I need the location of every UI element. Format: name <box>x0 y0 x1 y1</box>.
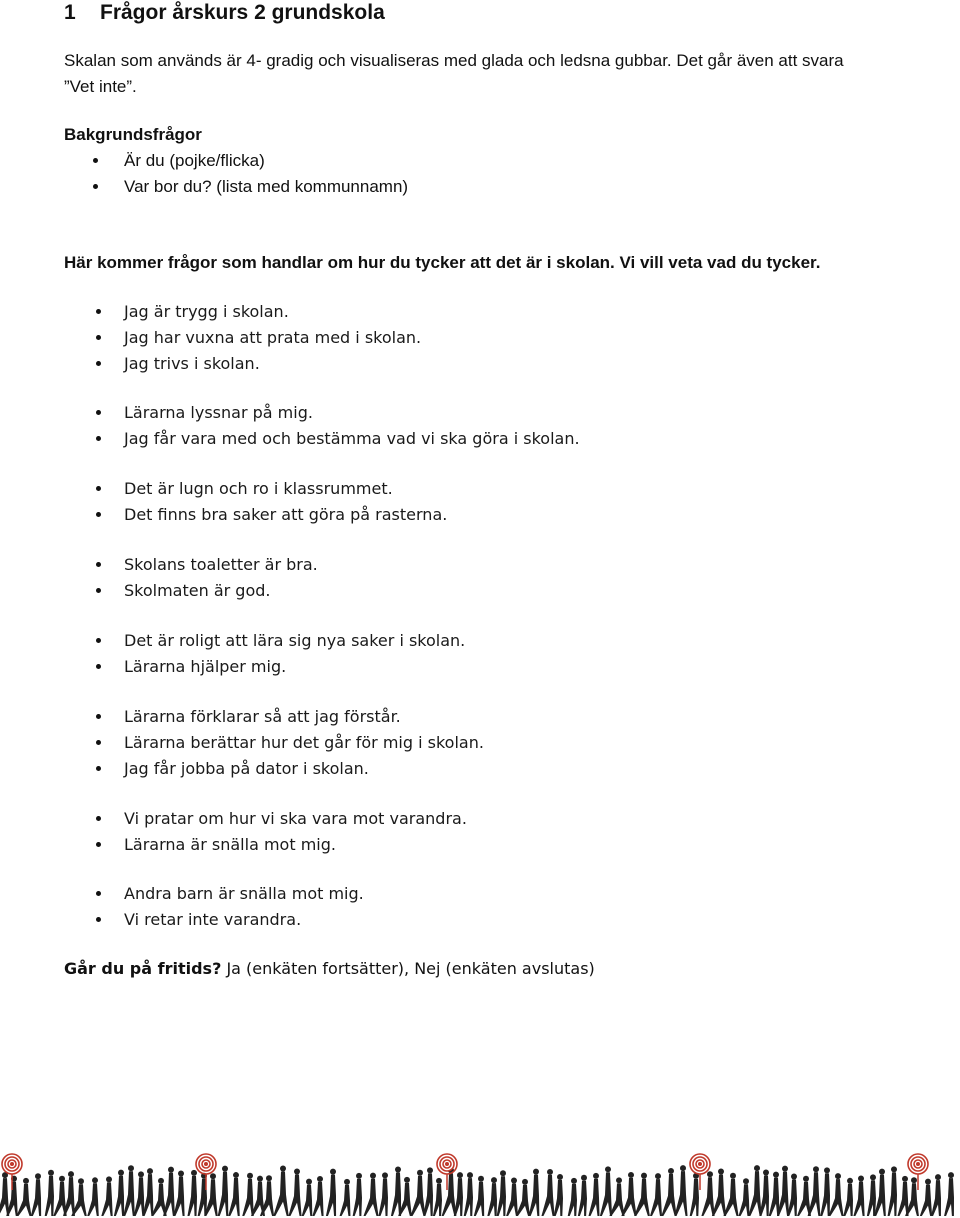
walking-figure-icon <box>16 1178 31 1216</box>
lead-text: Här kommer frågor som handlar om hur du tycker att det är i skolan. Vi vill veta vad du tycker. <box>64 253 821 272</box>
walking-figure-icon <box>897 1176 908 1216</box>
walking-figure-icon <box>944 1172 954 1216</box>
walking-figure-icon <box>101 1176 112 1216</box>
bullet-icon <box>96 816 101 821</box>
walking-figure-icon <box>273 1165 288 1216</box>
walking-figure-icon <box>769 1172 780 1216</box>
walking-figure-icon <box>820 1167 830 1216</box>
bullet-icon <box>96 588 101 593</box>
question-item: Jag får jobba på dator i skolan. <box>124 756 369 782</box>
walking-figure-icon <box>787 1174 797 1216</box>
question-item: Jag får vara med och bestämma vad vi ska göra i skolan. <box>124 426 580 452</box>
question-item: Andra barn är snälla mot mig. <box>124 881 364 907</box>
walking-figure-icon <box>828 1173 843 1216</box>
bullet-icon <box>96 766 101 771</box>
walking-figure-icon <box>701 1171 714 1216</box>
walking-figure-icon <box>123 1165 135 1216</box>
walking-figure-icon <box>888 1166 897 1216</box>
walking-figure-icon <box>87 1177 99 1216</box>
walking-figure-icon <box>497 1170 506 1216</box>
walking-figure-icon <box>588 1173 599 1216</box>
question-item: Lärarna berättar hur det går för mig i skolan. <box>124 730 484 756</box>
bullet-icon <box>96 638 101 643</box>
walking-figure-icon <box>650 1173 662 1216</box>
walking-figure-icon <box>173 1171 184 1216</box>
bullet-icon <box>96 486 101 491</box>
question-item: Det finns bra saker att göra på rasterna. <box>124 502 447 528</box>
walking-figure-icon <box>568 1178 577 1216</box>
walking-figure-icon <box>843 1178 853 1216</box>
walking-figure-icon <box>554 1174 563 1216</box>
target-marker-icon <box>908 1154 928 1190</box>
walking-figure-icon <box>242 1173 254 1216</box>
walking-figure-icon <box>364 1173 379 1216</box>
walking-figure-icon <box>600 1166 612 1216</box>
walking-figure-icon <box>739 1178 750 1216</box>
walking-figure-icon <box>378 1172 388 1216</box>
walking-figure-icon <box>621 1172 636 1216</box>
question-item: Skolans toaletter är bra. <box>124 552 318 578</box>
walking-figure-icon <box>0 1172 9 1216</box>
background-item: Är du (pojke/flicka) <box>124 148 265 174</box>
question-item: Jag trivs i skolan. <box>124 351 260 377</box>
bullet-icon <box>93 184 98 189</box>
background-item: Var bor du? (lista med kommunnamn) <box>124 174 408 200</box>
walking-figure-icon <box>228 1172 240 1216</box>
walking-figure-icon <box>920 1179 932 1216</box>
question-item: Skolmaten är god. <box>124 578 270 604</box>
question-item: Det är roligt att lära sig nya saker i skolan. <box>124 628 465 654</box>
walking-figure-icon <box>506 1177 518 1216</box>
walking-figure-icon <box>114 1170 124 1216</box>
walking-figure-icon <box>433 1178 442 1216</box>
bullet-icon <box>96 891 101 896</box>
walking-figure-icon <box>674 1165 687 1216</box>
walking-figure-icon <box>797 1176 811 1216</box>
bullet-icon <box>96 410 101 415</box>
walking-figure-icon <box>151 1178 166 1216</box>
question-item: Det är lugn och ro i klassrummet. <box>124 476 393 502</box>
walking-figure-icon <box>442 1167 457 1216</box>
background-title: Bakgrundsfrågor <box>64 125 202 144</box>
walking-figure-icon <box>874 1169 886 1216</box>
question-item: Lärarna hjälper mig. <box>124 654 286 680</box>
bullet-icon <box>96 664 101 669</box>
walking-figure-icon <box>45 1170 54 1216</box>
bullet-icon <box>96 714 101 719</box>
walking-figure-icon <box>218 1166 229 1216</box>
fritids-question-label: Går du på fritids? <box>64 959 222 978</box>
bullet-icon <box>93 158 98 163</box>
question-item: Lärarna är snälla mot mig. <box>124 832 336 858</box>
walking-figure-icon <box>867 1174 876 1216</box>
walking-figure-icon <box>529 1169 540 1216</box>
bullet-icon <box>96 917 101 922</box>
walking-figure-icon <box>690 1173 699 1216</box>
question-item: Lärarna lyssnar på mig. <box>124 400 313 426</box>
walking-figure-icon <box>326 1169 336 1216</box>
bullet-icon <box>96 335 101 340</box>
walking-figure-icon <box>931 1174 941 1216</box>
section-number: 1 <box>64 1 76 24</box>
walking-figure-icon <box>340 1179 351 1216</box>
question-item: Lärarna förklarar så att jag förstår. <box>124 704 401 730</box>
walking-figure-icon <box>143 1168 154 1216</box>
walking-figure-icon <box>712 1168 726 1216</box>
bullet-icon <box>96 562 101 567</box>
walking-figure-icon <box>634 1173 650 1216</box>
fritids-question <box>64 956 595 982</box>
bullet-icon <box>96 740 101 745</box>
walking-figure-icon <box>288 1169 301 1216</box>
walking-figure-icon <box>464 1172 473 1216</box>
walking-figure-icon <box>31 1173 41 1216</box>
walking-figure-icon <box>853 1175 864 1216</box>
walking-figure-icon <box>454 1172 463 1216</box>
bullet-icon <box>96 842 101 847</box>
walking-figure-icon <box>661 1168 676 1216</box>
walking-figure-icon <box>487 1177 497 1216</box>
section-title: Frågor årskurs 2 grundskola <box>100 1 385 24</box>
fritids-answer-options: Ja (enkäten fortsätter), Nej (enkäten avslutas) <box>221 959 595 978</box>
bullet-icon <box>96 436 101 441</box>
walking-figure-icon <box>391 1166 401 1216</box>
walking-figure-icon <box>808 1166 821 1216</box>
question-item: Jag är trygg i skolan. <box>124 299 289 325</box>
walking-figure-icon <box>474 1176 484 1216</box>
walking-figure-icon <box>312 1176 323 1216</box>
walking-figure-icon <box>134 1171 145 1216</box>
section-heading <box>64 0 385 26</box>
walking-figure-icon <box>541 1169 554 1216</box>
walking-figure-icon <box>423 1167 433 1216</box>
walking-figure-icon <box>187 1170 197 1216</box>
walking-figure-icon <box>353 1173 362 1216</box>
walking-figure-icon <box>759 1170 769 1216</box>
question-item: Vi retar inte varandra. <box>124 907 301 933</box>
bullet-icon <box>96 361 101 366</box>
question-item: Jag har vuxna att prata med i skolan. <box>124 325 421 351</box>
intro-line-2: ”Vet inte”. <box>64 77 137 96</box>
walking-figure-icon <box>411 1170 426 1216</box>
question-item: Vi pratar om hur vi ska vara mot varandra. <box>124 806 467 832</box>
walking-figure-icon <box>777 1166 789 1216</box>
intro-line-1: Skalan som används är 4- gradig och visualiseras med glada och ledsna gubbar. Det går även att svara <box>64 51 844 70</box>
walking-figure-icon <box>748 1165 761 1216</box>
bullet-icon <box>96 512 101 517</box>
walking-figure-icon <box>302 1179 313 1216</box>
walking-figure-icon <box>516 1179 530 1216</box>
footer-silhouette-illustration <box>0 1146 960 1218</box>
walking-figure-icon <box>578 1175 587 1216</box>
walking-figure-icon <box>163 1167 175 1216</box>
target-marker-icon <box>690 1154 710 1190</box>
walking-figure-icon <box>723 1173 738 1216</box>
bullet-icon <box>96 309 101 314</box>
